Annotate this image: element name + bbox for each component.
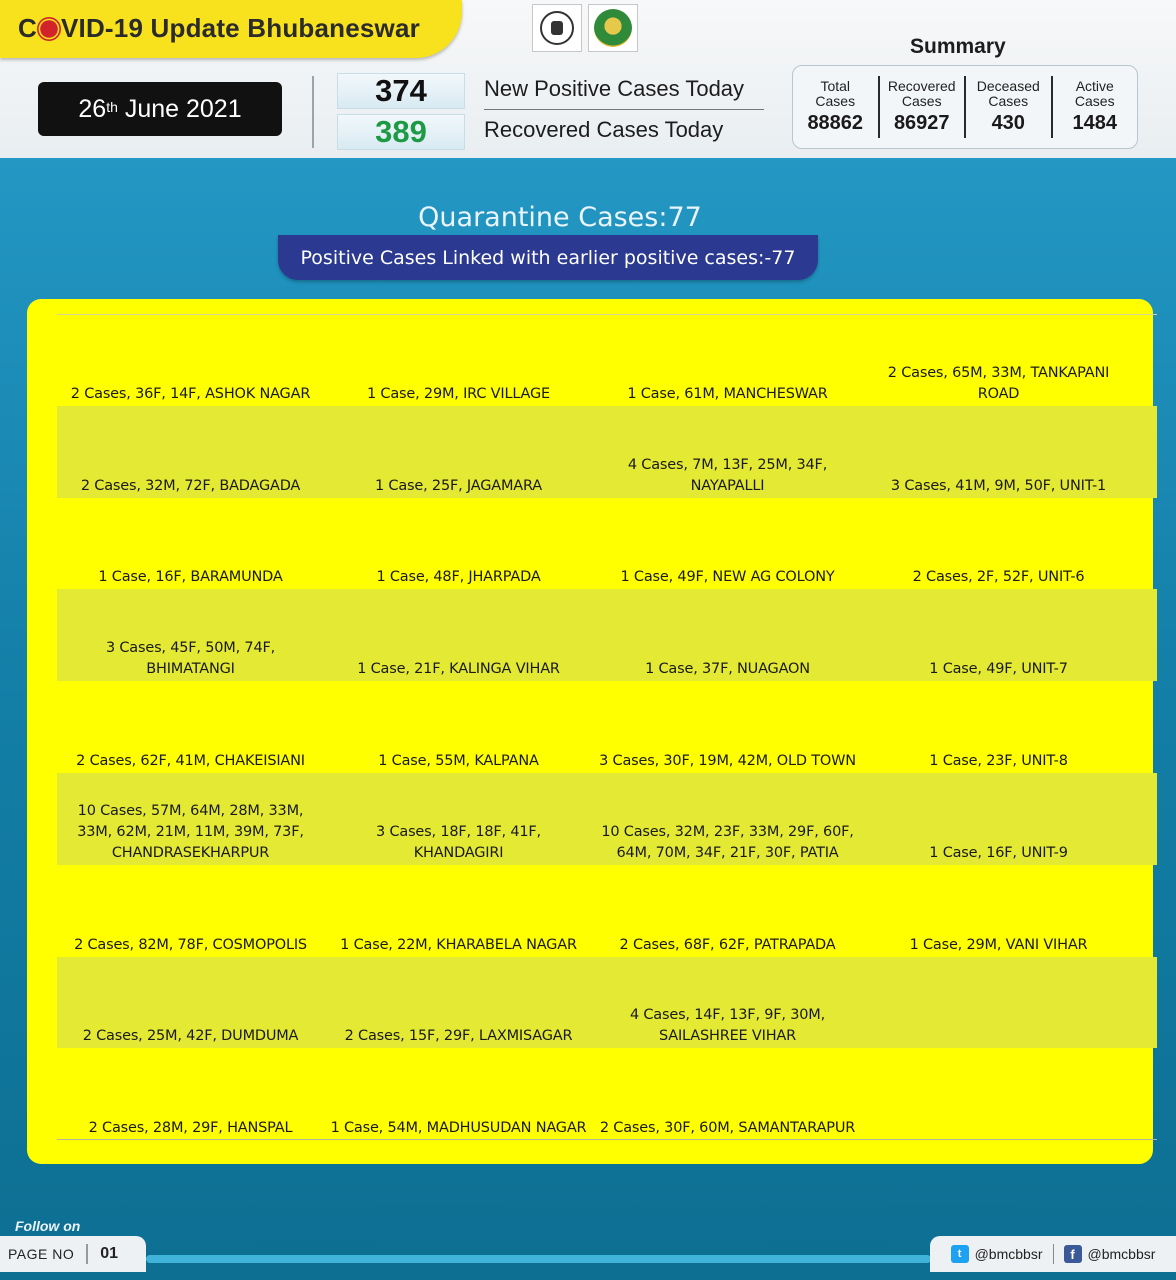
case-entry: 3 Cases, 30F, 19M, 42M, OLD TOWN (599, 752, 856, 769)
follow-on-label: Follow on (15, 1218, 81, 1234)
table-cell (324, 865, 593, 957)
summary-label: Cases (1074, 93, 1115, 109)
summary-label: Cases (901, 93, 942, 109)
page-label: PAGE NO (8, 1246, 75, 1262)
facebook-icon[interactable]: f (1064, 1245, 1082, 1263)
title-banner (0, 0, 462, 58)
cases-panel (27, 299, 1153, 1164)
summary-value: 88862 (807, 112, 864, 134)
table-cell (862, 773, 1135, 865)
emblem-icon (540, 11, 574, 45)
table-cell (593, 773, 862, 865)
case-entry: 1 Case, 49F, NEW AG COLONY (620, 569, 835, 586)
case-entry: 1 Case, 29M, IRC VILLAGE (366, 385, 551, 402)
case-entry: 2 Cases, 25M, 42F, DUMDUMA (82, 1028, 299, 1045)
linked-cases-banner: Positive Cases Linked with earlier positive cases:-77 (278, 235, 818, 280)
case-entry: 2 Cases, 36F, 14F, ASHOK NAGAR (70, 385, 311, 402)
case-entry: 2 Cases, 30F, 60M, SAMANTARAPUR (599, 1120, 856, 1137)
case-entry: 10 Cases, 32M, 23F, 33M, 29F, 60F, 64M, 70M, 34F, 21F, 30F, PATIA (601, 823, 854, 861)
table-row (57, 681, 1157, 773)
table-cell (57, 1048, 324, 1140)
table-cell (862, 589, 1135, 681)
case-entry: 1 Case, 37F, NUAGAON (645, 661, 810, 678)
table-cell (862, 681, 1135, 773)
summary-value: 86927 (893, 112, 950, 134)
odisha-emblem-logo (532, 4, 582, 52)
table-cell (324, 589, 593, 681)
table-cell (862, 1048, 1135, 1140)
table-cell (57, 957, 324, 1049)
date-suffix: th (106, 99, 118, 115)
summary-label: Total (820, 78, 851, 94)
case-entry: 10 Cases, 57M, 64M, 28M, 33M, 33M, 62M, 21M, 11M, 39M, 73F, CHANDRASEKHARPUR (77, 802, 304, 861)
divider (312, 76, 314, 148)
virus-icon (40, 20, 58, 38)
table-row (57, 1048, 1157, 1140)
summary-value: 430 (991, 112, 1025, 134)
quarantine-title: Quarantine Cases:77 (418, 202, 702, 233)
table-cell (57, 589, 324, 681)
page-number-box (0, 1236, 146, 1272)
table-row (57, 406, 1157, 498)
summary-label: Cases (988, 93, 1029, 109)
table-cell (324, 681, 593, 773)
case-entry: 3 Cases, 41M, 9M, 50F, UNIT-1 (890, 477, 1107, 494)
table-row (57, 865, 1157, 957)
date-rest: June 2021 (117, 94, 242, 123)
table-cell (593, 589, 862, 681)
header (0, 0, 1176, 158)
table-cell (324, 314, 593, 406)
page-title (18, 13, 420, 44)
date-badge (38, 82, 282, 136)
summary-active (1053, 76, 1138, 138)
summary-label: Deceased (976, 78, 1040, 94)
table-cell (57, 498, 324, 590)
title-prefix: C (18, 13, 37, 43)
table-cell (862, 314, 1135, 406)
case-entry: 2 Cases, 28M, 29F, HANSPAL (88, 1120, 293, 1137)
case-entry: 1 Case, 21F, KALINGA VIHAR (357, 661, 560, 678)
bmc-logo (588, 4, 638, 52)
summary-box (792, 65, 1138, 149)
summary-label: Cases (815, 93, 856, 109)
table-cell (324, 1048, 593, 1140)
case-entry: 1 Case, 54M, MADHUSUDAN NAGAR (330, 1120, 587, 1137)
case-entry: 1 Case, 16F, BARAMUNDA (98, 569, 283, 586)
table-cell (324, 498, 593, 590)
divider (1053, 1244, 1054, 1264)
case-entry: 2 Cases, 2F, 52F, UNIT-6 (912, 569, 1085, 586)
bmc-emblem-icon (594, 9, 632, 47)
table-cell (593, 1048, 862, 1140)
case-entry: 2 Cases, 62F, 41M, CHAKEISIANI (76, 752, 305, 769)
case-entry: 3 Cases, 18F, 18F, 41F, KHANDAGIRI (376, 823, 541, 861)
case-entry: 1 Case, 61M, MANCHESWAR (627, 385, 828, 402)
case-entry: 4 Cases, 14F, 13F, 9F, 30M, SAILASHREE VIHAR (629, 1007, 826, 1045)
table-row (57, 957, 1157, 1049)
table-cell (593, 314, 862, 406)
case-entry: 1 Case, 16F, UNIT-9 (929, 844, 1068, 861)
case-entry: 2 Cases, 15F, 29F, LAXMISAGAR (344, 1028, 573, 1045)
case-entry: 4 Cases, 7M, 13F, 25M, 34F, NAYAPALLI (627, 456, 828, 494)
table-cell (324, 773, 593, 865)
footer-bar (146, 1255, 931, 1263)
recovered-label: Recovered Cases Today (484, 117, 724, 142)
table-cell (57, 406, 324, 498)
recovered-count: 389 (337, 114, 465, 150)
table-row (57, 773, 1157, 865)
table-cell (862, 498, 1135, 590)
table-cell (57, 681, 324, 773)
case-entry: 3 Cases, 45F, 50M, 74F, BHIMATANGI (105, 640, 276, 678)
case-entry: 1 Case, 25F, JAGAMARA (374, 477, 543, 494)
new-positive-count: 374 (337, 73, 465, 109)
summary-label: Active (1075, 78, 1114, 94)
new-positive-label: New Positive Cases Today (484, 76, 745, 101)
table-cell (57, 314, 324, 406)
case-entry: 1 Case, 29M, VANI VIHAR (909, 936, 1088, 953)
table-cell (593, 865, 862, 957)
table-cell (324, 406, 593, 498)
case-entry: 1 Case, 49F, UNIT-7 (929, 661, 1068, 678)
table-row (57, 498, 1157, 590)
facebook-handle[interactable]: @bmcbbsr (1087, 1246, 1156, 1262)
divider (86, 1244, 88, 1264)
case-entry: 1 Case, 23F, UNIT-8 (929, 752, 1068, 769)
case-entry: 2 Cases, 32M, 72F, BADAGADA (80, 477, 301, 494)
case-entry: 1 Case, 22M, KHARABELA NAGAR (340, 936, 577, 953)
page-number: 01 (100, 1245, 119, 1262)
case-entry: 2 Cases, 82M, 78F, COSMOPOLIS (74, 936, 307, 953)
cases-table (57, 314, 1157, 1140)
divider (484, 109, 764, 110)
case-entry: 1 Case, 55M, KALPANA (378, 752, 539, 769)
table-cell (862, 406, 1135, 498)
title-rest: VID-19 Update Bhubaneswar (60, 13, 420, 43)
summary-label: Recovered (887, 78, 956, 94)
table-cell (593, 406, 862, 498)
summary-recovered (880, 76, 967, 138)
twitter-handle[interactable]: @bmcbbsr (974, 1246, 1043, 1262)
table-row (57, 589, 1157, 681)
date-day: 26 (78, 94, 107, 123)
case-entry: 2 Cases, 68F, 62F, PATRAPADA (619, 936, 836, 953)
case-entry: 2 Cases, 65M, 33M, TANKAPANI ROAD (887, 364, 1110, 402)
table-cell (593, 681, 862, 773)
table-cell (324, 957, 593, 1049)
summary-value: 1484 (1072, 112, 1117, 134)
table-cell (593, 498, 862, 590)
table-cell (57, 773, 324, 865)
summary-title: Summary (910, 35, 1006, 58)
twitter-icon[interactable]: t (951, 1245, 969, 1263)
summary-total (793, 76, 880, 138)
table-cell (57, 865, 324, 957)
table-cell (862, 957, 1135, 1049)
table-row (57, 314, 1157, 406)
table-cell (593, 957, 862, 1049)
case-entry: 1 Case, 48F, JHARPADA (376, 569, 541, 586)
social-links (930, 1236, 1176, 1272)
table-cell (862, 865, 1135, 957)
summary-deceased (966, 76, 1053, 138)
